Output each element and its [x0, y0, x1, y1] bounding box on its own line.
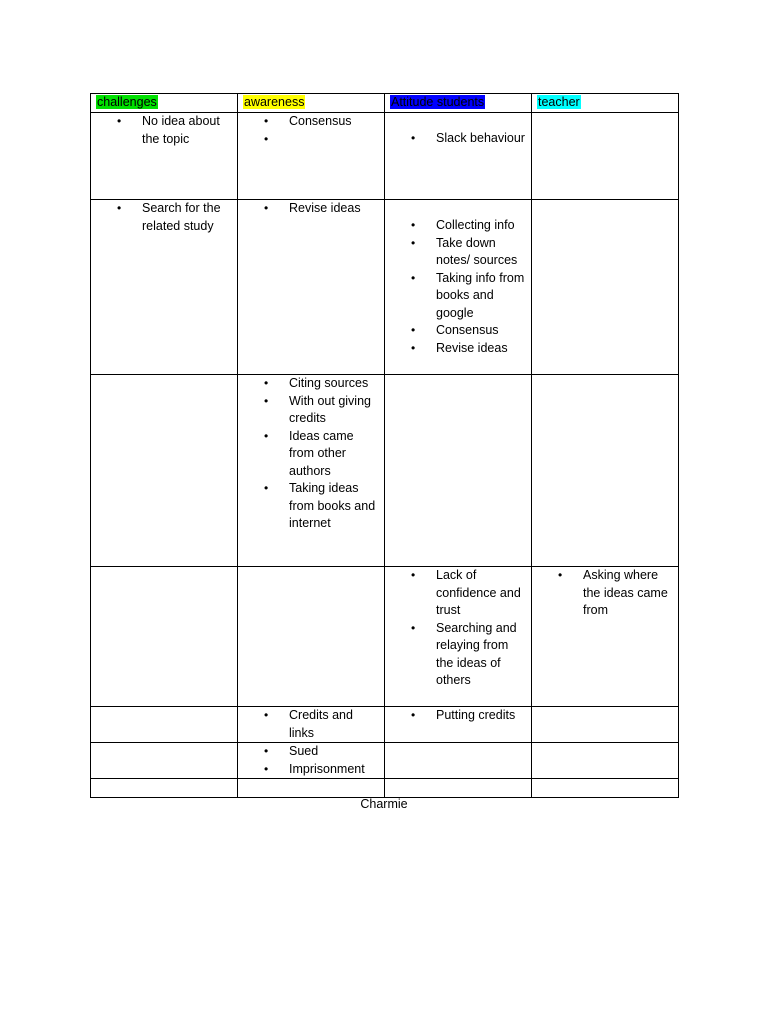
table-row [91, 779, 679, 798]
table-cell [385, 200, 532, 375]
bullet-list [96, 200, 232, 235]
table-cell [385, 567, 532, 707]
table-cell [91, 779, 238, 798]
bullet-list [390, 217, 526, 357]
header-cell-attitude [385, 94, 532, 113]
list-item: • Revise ideas [243, 200, 379, 218]
table-cell [532, 567, 679, 707]
table-row [91, 567, 679, 707]
list-item: • Putting credits [390, 707, 526, 725]
table-cell [91, 743, 238, 779]
list-item: • Searching and relaying from the ideas of others [390, 620, 526, 690]
list-item: • Revise ideas [390, 340, 526, 358]
table-cell [238, 200, 385, 375]
table-cell [532, 375, 679, 567]
list-item: • Collecting info [390, 217, 526, 235]
notes-table [90, 93, 679, 798]
list-item: • Credits and links [243, 707, 379, 742]
list-item: • Citing sources [243, 375, 379, 393]
table-cell [532, 200, 679, 375]
list-item: • Asking where the ideas came from [537, 567, 673, 620]
bullet-list [96, 113, 232, 148]
bullet-list [390, 130, 526, 148]
header-row [91, 94, 679, 113]
header-awareness: awareness [244, 95, 305, 109]
list-item: • Consensus [390, 322, 526, 340]
list-item: • Search for the related study [96, 200, 232, 235]
bullet-list [243, 200, 379, 218]
list-item: • Lack of confidence and trust [390, 567, 526, 620]
table-cell [91, 707, 238, 743]
table-cell [238, 707, 385, 743]
table-cell [532, 113, 679, 200]
table-cell [91, 200, 238, 375]
header-teacher: teacher [538, 95, 580, 109]
table-cell [532, 779, 679, 798]
list-item: • Taking ideas from books and internet [243, 480, 379, 533]
table-row [91, 707, 679, 743]
table-cell [238, 567, 385, 707]
list-item: • Imprisonment [243, 761, 379, 779]
table-cell [532, 707, 679, 743]
bullet-list [390, 567, 526, 690]
table-row [91, 200, 679, 375]
list-item: • Take down notes/ sources [390, 235, 526, 270]
list-item: • With out giving credits [243, 393, 379, 428]
list-item: • Slack behaviour [390, 130, 526, 148]
bullet-list [390, 707, 526, 725]
header-attitude: Attitude students [391, 95, 485, 109]
bullet-list [243, 375, 379, 533]
table-cell [385, 113, 532, 200]
table-row [91, 375, 679, 567]
table-cell [385, 375, 532, 567]
bullet-list [243, 743, 379, 778]
header-cell-teacher [532, 94, 679, 113]
table-row [91, 113, 679, 200]
table-cell [385, 707, 532, 743]
table-cell [238, 375, 385, 567]
author-name: Charmie [360, 797, 408, 811]
header-cell-awareness [238, 94, 385, 113]
list-item [243, 131, 379, 149]
list-item: • Ideas came from other authors [243, 428, 379, 481]
table-cell [532, 743, 679, 779]
table-cell [91, 375, 238, 567]
bullet-list [537, 567, 673, 620]
list-item: • Taking info from books and google [390, 270, 526, 323]
table-cell [385, 779, 532, 798]
table-cell [238, 779, 385, 798]
bullet-list [243, 707, 379, 742]
list-item: • No idea about the topic [96, 113, 232, 148]
table-cell [91, 567, 238, 707]
table-cell [91, 113, 238, 200]
bullet-list [243, 113, 379, 148]
table-cell [238, 113, 385, 200]
header-challenges: challenges [97, 95, 157, 109]
table-cell [238, 743, 385, 779]
list-item: • Sued [243, 743, 379, 761]
header-cell-challenges [91, 94, 238, 113]
table-row [91, 743, 679, 779]
list-item: • Consensus [243, 113, 379, 131]
table-cell [385, 743, 532, 779]
